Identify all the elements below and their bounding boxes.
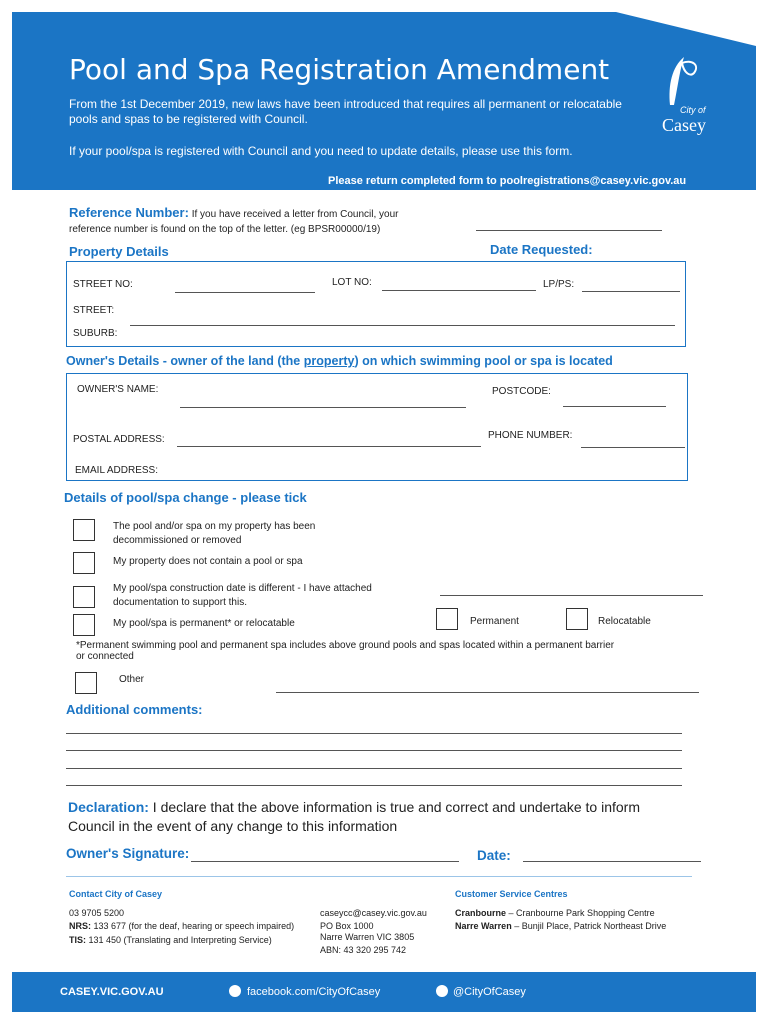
header-fold xyxy=(616,12,756,46)
date-label: Date: xyxy=(477,848,511,863)
postcode-field[interactable] xyxy=(563,406,666,407)
construction-date-field[interactable] xyxy=(440,595,703,596)
reference-text-1: If you have received a letter from Council, your xyxy=(188,209,399,220)
opt-no-pool: My property does not contain a pool or spa xyxy=(113,556,303,567)
footnote-a: *Permanent swimming pool and permanent spa includes above ground pools and spas located within a permanent barrier xyxy=(76,640,615,651)
checkbox-no-pool[interactable] xyxy=(73,552,95,574)
contact-nrs xyxy=(69,921,294,931)
relocatable-label: Relocatable xyxy=(598,616,651,627)
email-address-label: EMAIL ADDRESS: xyxy=(75,465,158,476)
owner-title-a: Owner's Details - owner of the land (the xyxy=(66,354,304,368)
contact-phone: 03 9705 5200 xyxy=(69,908,125,918)
centre-cranbourne xyxy=(455,908,655,918)
note-text: If your pool/spa is registered with Council and you need to update details, please use this form. xyxy=(69,144,573,158)
opt-decommissioned-a: The pool and/or spa on my property has been xyxy=(113,521,316,532)
tis-value: 131 450 (Translating and Interpreting Service) xyxy=(86,935,272,945)
owner-box xyxy=(66,373,688,481)
contact-abn: ABN: 43 320 295 742 xyxy=(320,945,407,955)
return-note: Please return completed form to poolregistrations@casey.vic.gov.au xyxy=(328,175,687,187)
centre-narre-warren xyxy=(455,921,666,931)
reference-section xyxy=(69,205,398,220)
comment-line-3[interactable] xyxy=(66,768,682,769)
opt-permanent-relocatable: My pool/spa is permanent* or relocatable xyxy=(113,618,295,629)
city-of-casey-logo xyxy=(650,55,720,135)
checkbox-decommissioned[interactable] xyxy=(73,519,95,541)
lp-ps-label: LP/PS: xyxy=(543,279,575,290)
postcode-label: POSTCODE: xyxy=(492,386,551,397)
owner-title-c: ) on which swimming pool or spa is located xyxy=(354,354,613,368)
other-label: Other xyxy=(119,674,145,685)
logo-city-of: City of xyxy=(680,105,706,115)
contact-tis xyxy=(69,935,272,945)
comment-line-4[interactable] xyxy=(66,785,682,786)
comments-title: Additional comments: xyxy=(66,702,203,717)
checkbox-relocatable[interactable] xyxy=(566,608,588,630)
lp-ps-field[interactable] xyxy=(582,291,680,292)
owner-name-field[interactable] xyxy=(180,407,466,408)
checkbox-other[interactable] xyxy=(75,672,97,694)
logo-casey: Casey xyxy=(662,115,706,135)
comment-line-1[interactable] xyxy=(66,733,682,734)
cranbourne-label: Cranbourne xyxy=(455,908,507,918)
change-title: Details of pool/spa change - please tick xyxy=(64,490,307,505)
cranbourne-value: – Cranbourne Park Shopping Centre xyxy=(506,908,655,918)
intro-text: From the 1st December 2019, new laws have been introduced that requires all permanent or relocatable pools and spas to be registered with Council. xyxy=(69,97,622,126)
checkbox-construction-date[interactable] xyxy=(73,586,95,608)
date-field[interactable] xyxy=(523,861,701,862)
contact-title: Contact City of Casey xyxy=(69,889,163,899)
signature-label: Owner's Signature: xyxy=(66,846,190,861)
contact-email[interactable]: caseycc@casey.vic.gov.au xyxy=(320,908,427,918)
postal-address-label: POSTAL ADDRESS: xyxy=(73,434,165,445)
lot-no-label: LOT NO: xyxy=(332,277,372,288)
reference-number-field[interactable] xyxy=(476,230,662,231)
checkbox-permanent-relocatable[interactable] xyxy=(73,614,95,636)
tis-label: TIS: xyxy=(69,935,86,945)
street-label: STREET: xyxy=(73,305,115,316)
narre-value: – Bunjil Place, Patrick Northeast Drive xyxy=(511,921,667,931)
facebook-icon xyxy=(229,985,241,997)
street-no-field[interactable] xyxy=(175,292,315,293)
reference-text-2: reference number is found on the top of the letter. (eg BPSR00000/19) xyxy=(69,224,381,235)
property-title: Property Details xyxy=(69,244,169,259)
owner-title xyxy=(66,354,613,368)
postal-address-field[interactable] xyxy=(177,446,481,447)
checkbox-permanent[interactable] xyxy=(436,608,458,630)
opt-decommissioned-b: decommissioned or removed xyxy=(113,535,242,546)
contact-po2: Narre Warren VIC 3805 xyxy=(320,932,415,942)
centres-title: Customer Service Centres xyxy=(455,889,568,899)
divider xyxy=(66,876,692,877)
declaration-text-a: I declare that the above information is true and correct and undertake to inform xyxy=(148,799,640,815)
footnote-b: or connected xyxy=(76,651,134,662)
signature-field[interactable] xyxy=(191,861,459,862)
declaration-line-1 xyxy=(68,799,640,815)
date-requested-label: Date Requested: xyxy=(490,242,593,257)
phone-number-label: PHONE NUMBER: xyxy=(488,430,573,441)
owner-name-label: OWNER'S NAME: xyxy=(77,384,159,395)
footer-website-link[interactable]: CASEY.VIC.GOV.AU xyxy=(60,986,164,998)
declaration-text-b: Council in the event of any change to this information xyxy=(68,818,398,834)
nrs-label: NRS: xyxy=(69,921,91,931)
street-field[interactable] xyxy=(130,325,675,326)
other-field[interactable] xyxy=(276,692,699,693)
twitter-icon xyxy=(436,985,448,997)
comment-line-2[interactable] xyxy=(66,750,682,751)
reference-title: Reference Number: xyxy=(69,205,189,220)
lot-no-field[interactable] xyxy=(382,290,536,291)
property-box xyxy=(66,261,686,347)
street-no-label: STREET NO: xyxy=(73,279,133,290)
opt-construction-date-b: documentation to support this. xyxy=(113,597,247,608)
narre-label: Narre Warren xyxy=(455,921,512,931)
opt-construction-date-a: My pool/spa construction date is different - I have attached xyxy=(113,583,372,594)
declaration-title: Declaration: xyxy=(68,799,149,815)
suburb-label: SUBURB: xyxy=(73,328,118,339)
nrs-value: 133 677 (for the deaf, hearing or speech impaired) xyxy=(91,921,295,931)
owner-title-b: property xyxy=(303,354,355,368)
footer-facebook-link[interactable]: facebook.com/CityOfCasey xyxy=(247,986,381,998)
permanent-label: Permanent xyxy=(470,616,519,627)
footer-twitter-link[interactable]: @CityOfCasey xyxy=(453,986,526,998)
phone-number-field[interactable] xyxy=(581,447,685,448)
page-title: Pool and Spa Registration Amendment xyxy=(69,53,610,86)
contact-po: PO Box 1000 xyxy=(320,921,374,931)
